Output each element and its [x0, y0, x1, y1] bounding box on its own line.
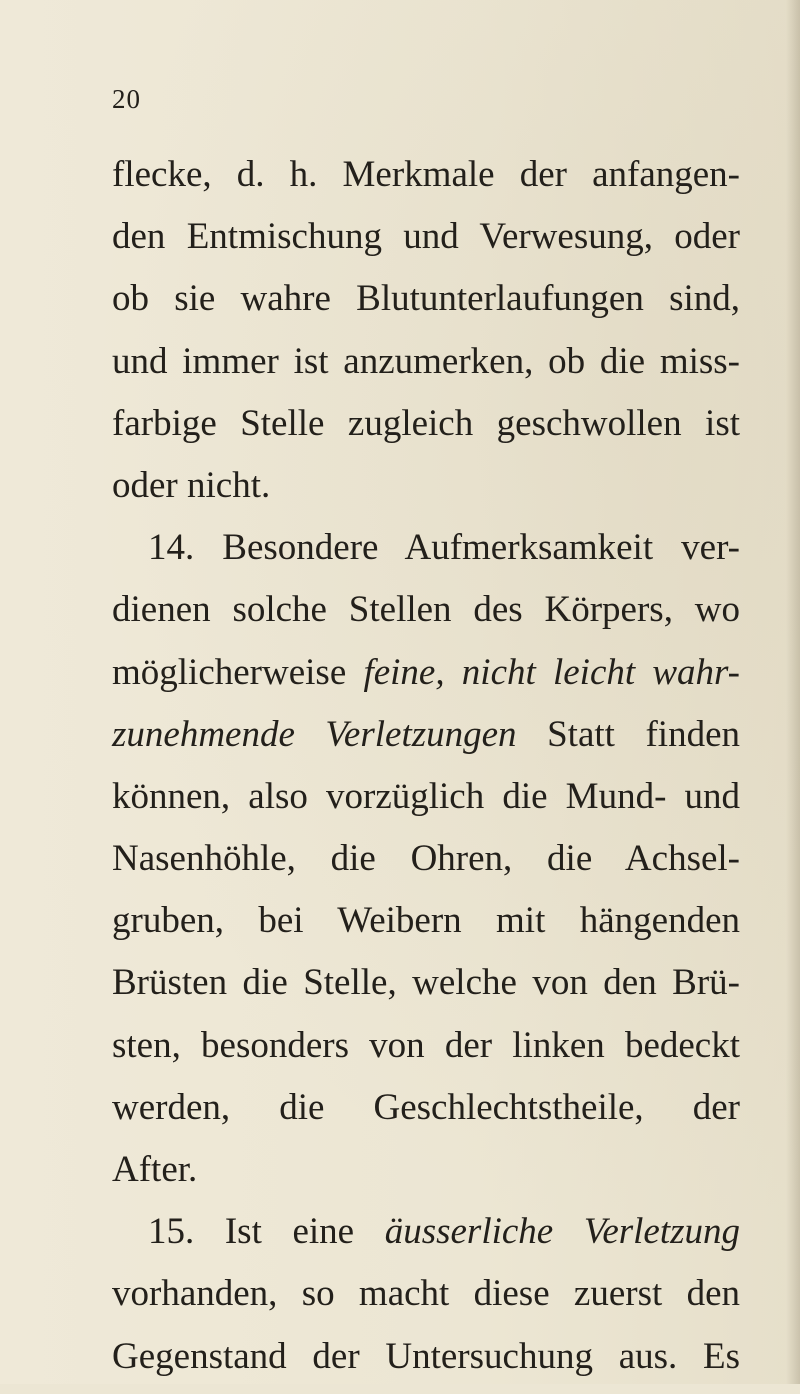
text-fragment: Statt finden: [547, 713, 741, 755]
paragraph-14-start: [112, 523, 740, 585]
italic-fragment: äusserliche Verletzung: [384, 1211, 741, 1253]
page-edge-shadow: [786, 0, 800, 1384]
text-line: dienen solche Stellen des Körpers, wo: [112, 589, 740, 631]
text-line: den Entmischung und Verwesung, oder: [112, 216, 740, 258]
text-line: After.: [112, 1149, 198, 1190]
text-line: Gegenstand der Untersuchung aus. Es: [112, 1335, 740, 1377]
text-line: vorhanden, so macht diese zuerst den: [112, 1273, 740, 1315]
text-line-mixed: [112, 648, 740, 710]
italic-fragment: zunehmende Verletzungen: [112, 713, 517, 755]
paragraph-number: 14.: [148, 527, 195, 569]
text-line: Brüsten die Stelle, welche von den Brü-: [112, 962, 740, 1004]
text-line: ob sie wahre Blutunterlaufungen sind,: [112, 278, 740, 320]
text-line: sten, besonders von der linken bedeckt: [112, 1024, 740, 1066]
text-line-mixed: [112, 710, 740, 772]
page-number: 20: [112, 84, 141, 114]
text-line: und immer ist anzumerken, ob die miss-: [112, 340, 740, 382]
text-fragment: Besondere Aufmerksamkeit ver-: [222, 527, 740, 569]
text-fragment: möglicherweise: [112, 651, 347, 693]
text-line: farbige Stelle zugleich geschwollen ist: [112, 402, 740, 444]
italic-fragment: feine, nicht leicht wahr-: [363, 651, 741, 693]
text-line: flecke, d. h. Merkmale der anfangen-: [112, 154, 740, 195]
body-text: [112, 150, 740, 1394]
text-line: werden, die Geschlechtstheile, der: [112, 1086, 740, 1128]
text-line: oder nicht.: [112, 464, 271, 506]
paragraph-number: 15.: [148, 1211, 195, 1253]
text-line: können, also vorzüglich die Mund- und: [112, 775, 740, 817]
text-fragment: Ist eine: [224, 1211, 355, 1253]
text-line: Nasenhöhle, die Ohren, die Achsel-: [112, 838, 740, 880]
text-line: gruben, bei Weibern mit hängenden: [112, 900, 740, 942]
paragraph-15-start: [112, 1207, 740, 1269]
